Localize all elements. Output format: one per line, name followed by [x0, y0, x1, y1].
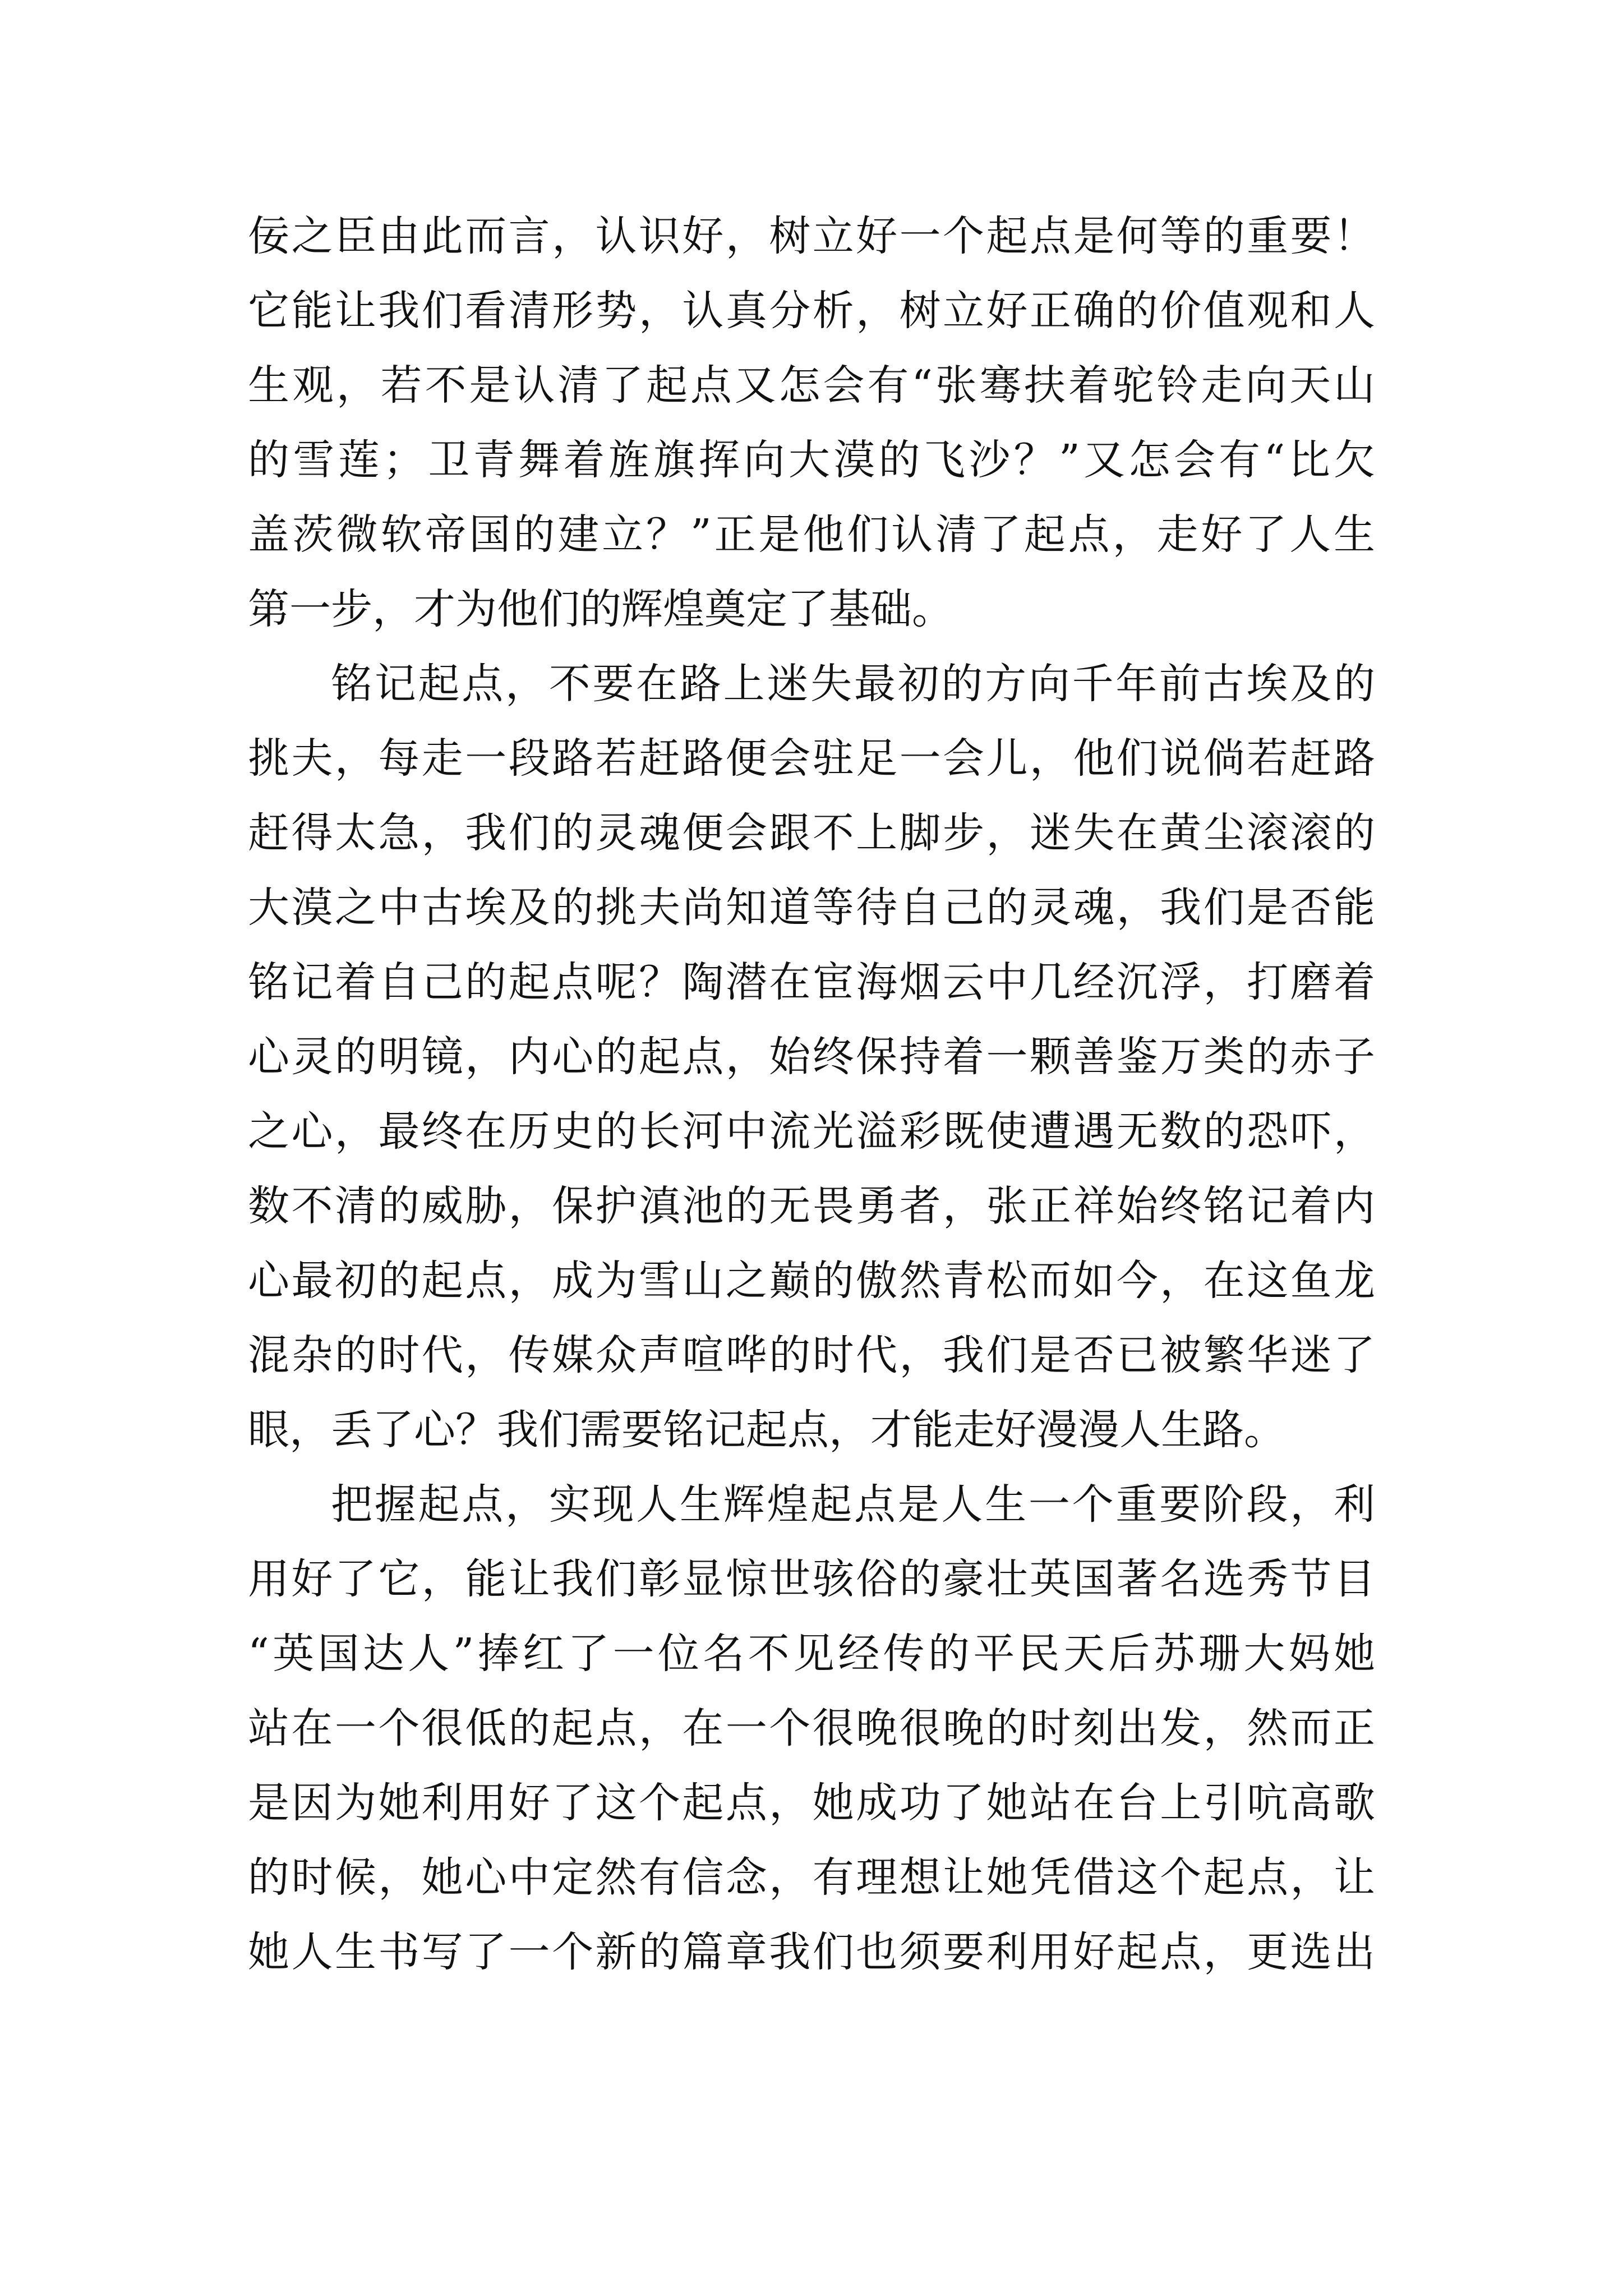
text-line: 大漠之中古埃及的挑夫尚知道等待自己的灵魂，我们是否能 [248, 884, 1375, 932]
text-line: 用好了它，能让我们彰显惊世骇俗的豪壮英国著名选秀节目 [248, 1555, 1375, 1603]
text-line: 的雪莲；卫青舞着旌旗挥向大漠的飞沙？”又怎会有“比欠 [248, 436, 1375, 484]
text-line: 生观，若不是认清了起点又怎会有“张骞扶着驼铃走向天山 [248, 361, 1375, 409]
text-line: 赶得太急，我们的灵魂便会跟不上脚步，迷失在黄尘滚滚的 [248, 809, 1375, 857]
text-line: 眼，丢了心？我们需要铭记起点，才能走好漫漫人生路。 [248, 1406, 1285, 1454]
body-text [248, 199, 1375, 1990]
text-line: “英国达人”捧红了一位名不见经传的平民天后苏珊大妈她 [248, 1630, 1375, 1678]
paragraph-first-line: 把握起点，实现人生辉煌起点是人生一个重要阶段，利 [331, 1480, 1375, 1529]
text-line: 挑夫，每走一段路若赶路便会驻足一会儿，他们说倘若赶路 [248, 734, 1375, 783]
text-line: 第一步，才为他们的辉煌奠定了基础。 [248, 585, 953, 633]
text-line: 数不清的威胁，保护滇池的无畏勇者，张正祥始终铭记着内 [248, 1182, 1375, 1230]
text-line: 的时候，她心中定然有信念，有理想让她凭借这个起点，让 [248, 1853, 1375, 1902]
text-line: 它能让我们看清形势，认真分析，树立好正确的价值观和人 [248, 287, 1375, 335]
text-line: 心灵的明镜，内心的起点，始终保持着一颗善鉴万类的赤子 [248, 1033, 1375, 1081]
text-line: 混杂的时代，传媒众声喧哗的时代，我们是否已被繁华迷了 [248, 1331, 1375, 1379]
text-line: 她人生书写了一个新的篇章我们也须要利用好起点，更选出 [248, 1928, 1375, 1976]
paragraph-first-line: 铭记起点，不要在路上迷失最初的方向千年前古埃及的 [331, 660, 1375, 708]
text-line: 盖茨微软帝国的建立？”正是他们认清了起点，走好了人生 [248, 510, 1375, 559]
text-line: 铭记着自己的起点呢？陶潜在宦海烟云中几经沉浮，打磨着 [248, 958, 1375, 1006]
text-line: 是因为她利用好了这个起点，她成功了她站在台上引吭高歌 [248, 1779, 1375, 1827]
text-line: 站在一个很低的起点，在一个很晚很晚的时刻出发，然而正 [248, 1704, 1375, 1752]
text-line: 之心，最终在历史的长河中流光溢彩既使遭遇无数的恐吓， [248, 1107, 1375, 1156]
text-line: 佞之臣由此而言，认识好，树立好一个起点是何等的重要！ [248, 212, 1375, 260]
text-line: 心最初的起点，成为雪山之巅的傲然青松而如今，在这鱼龙 [248, 1257, 1375, 1305]
